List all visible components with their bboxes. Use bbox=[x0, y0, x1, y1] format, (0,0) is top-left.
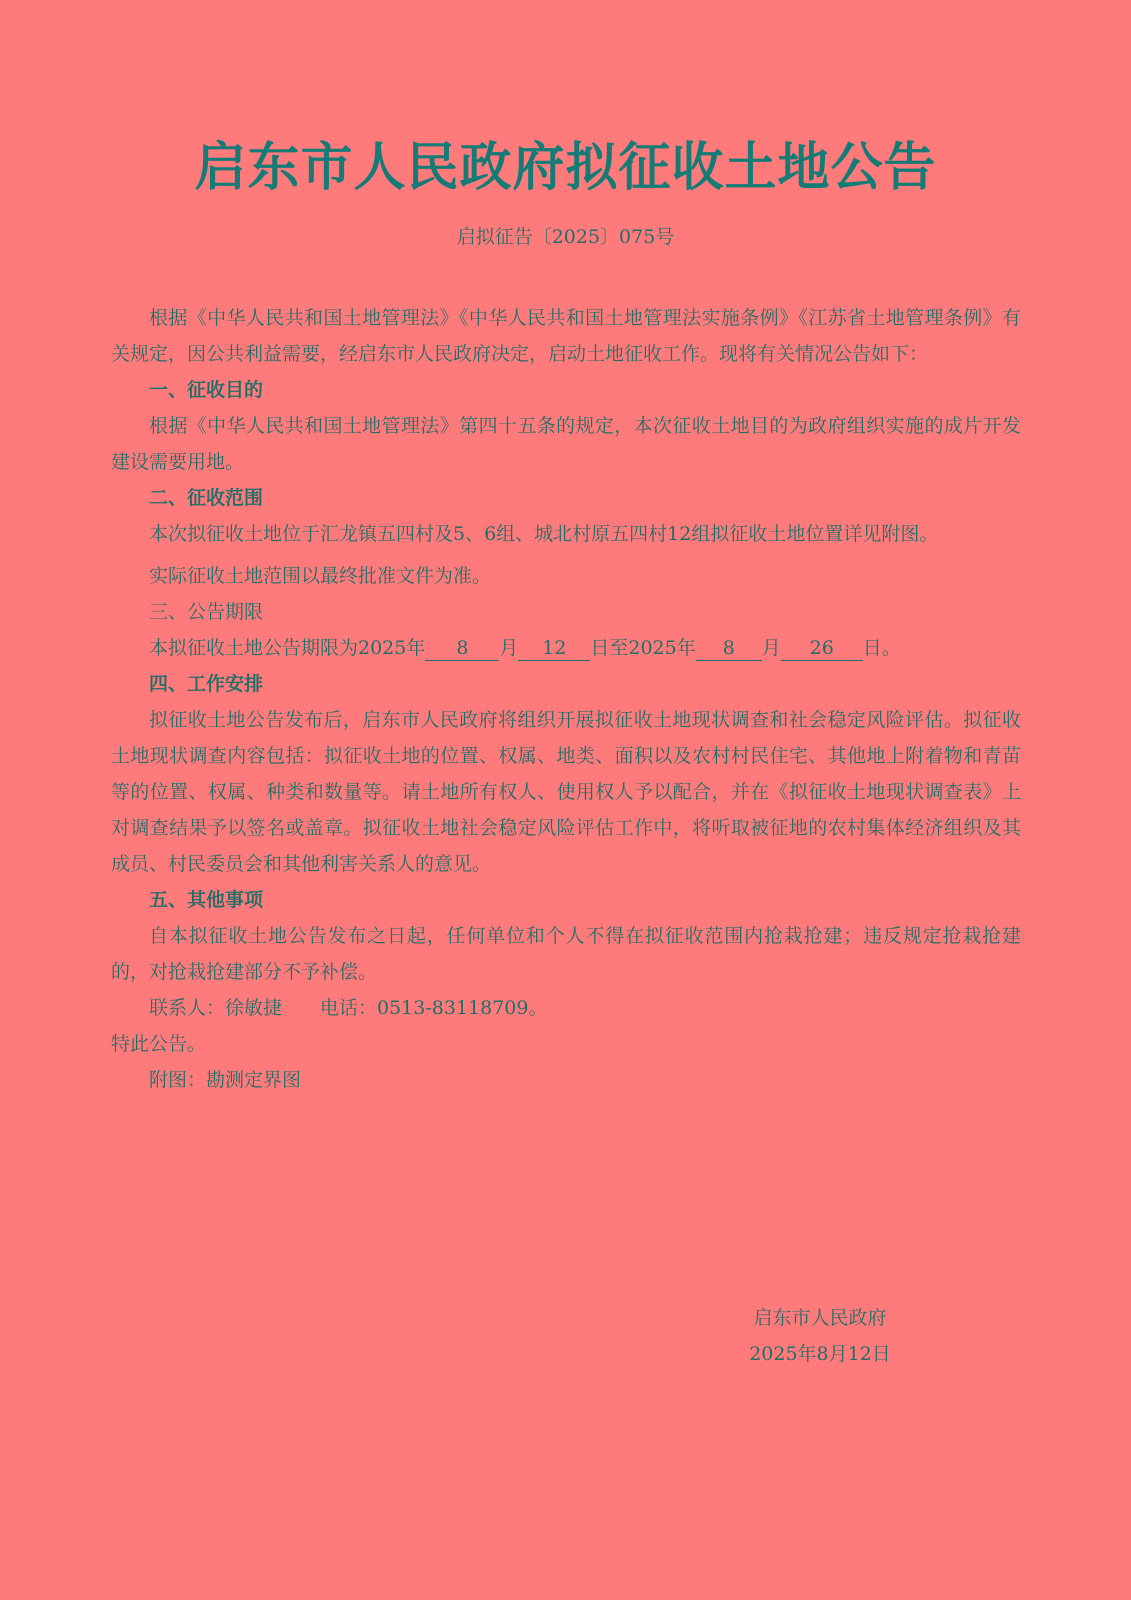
contact-line: 联系人：徐敏捷 电话：0513-83118709。 bbox=[149, 997, 548, 1019]
intro-paragraph: 根据《中华人民共和国土地管理法》《中华人民共和国土地管理法实施条例》《江苏省土地管理条例》有关规定，因公共利益需要，经启东市人民政府决定，启动土地征收工作。现将有关情况公告如下： bbox=[111, 307, 1021, 365]
start-day-value: 12 bbox=[518, 636, 590, 661]
end-month-char: 月 bbox=[761, 637, 781, 659]
section-paragraph-scope-note: 实际征收土地范围以最终批准文件为准。 bbox=[149, 565, 492, 587]
section-heading-work: 四、工作安排 bbox=[149, 673, 264, 695]
section-heading-period: 三、公告期限 bbox=[149, 601, 264, 623]
period-mid: 日至2025年 bbox=[590, 637, 696, 659]
page-title: 启东市人民政府拟征收土地公告 bbox=[194, 137, 937, 198]
document-number: 启拟征告〔2025〕075号 bbox=[456, 226, 675, 248]
end-day-value: 26 bbox=[781, 636, 863, 661]
period-suffix: 日。 bbox=[862, 637, 901, 659]
period-paragraph bbox=[111, 630, 1021, 666]
signature-org: 启东市人民政府 bbox=[753, 1307, 887, 1329]
section-paragraph-work: 拟征收土地公告发布后，启东市人民政府将组织开展拟征收土地现状调查和社会稳定风险评估。拟征收土地现状调查内容包括：拟征收土地的位置、权属、地类、面积以及农村村民住宅、其他地上附着物和青苗等的位置、权属、种类和数量等。请土地所有权人、使用权人予以配合，并在《拟征收土地现状调查表》上对调查结果予以签名或盖章。拟征收土地社会稳定风险评估工作中，将听取被征地的农村集体经济组织及其成员、村民委员会和其他利害关系人的意见。 bbox=[111, 709, 1021, 875]
section-paragraph-scope: 本次拟征收土地位于汇龙镇五四村及5、6组、城北村原五四村12组拟征收土地位置详见附图。 bbox=[149, 523, 939, 545]
section-paragraph-other: 自本拟征收土地公告发布之日起，任何单位和个人不得在拟征收范围内抢栽抢建；违反规定抢栽抢建的，对抢栽抢建部分不予补偿。 bbox=[111, 925, 1021, 983]
notice-body bbox=[111, 300, 1021, 1098]
signature-date: 2025年8月12日 bbox=[749, 1343, 891, 1365]
section-paragraph-purpose: 根据《中华人民共和国土地管理法》第四十五条的规定，本次征收土地目的为政府组织实施的成片开发建设需要用地。 bbox=[111, 415, 1021, 473]
start-month-value: 8 bbox=[425, 636, 499, 661]
section-heading-scope: 二、征收范围 bbox=[149, 487, 264, 509]
signature-block bbox=[700, 1300, 940, 1372]
section-heading-other: 五、其他事项 bbox=[149, 889, 264, 911]
closing-line: 特此公告。 bbox=[111, 1033, 207, 1055]
end-month-value: 8 bbox=[696, 636, 762, 661]
attachment-line: 附图：勘测定界图 bbox=[149, 1069, 302, 1091]
period-prefix: 本拟征收土地公告期限为2025年 bbox=[149, 637, 426, 659]
start-month-char: 月 bbox=[499, 637, 519, 659]
section-heading-purpose: 一、征收目的 bbox=[149, 379, 264, 401]
